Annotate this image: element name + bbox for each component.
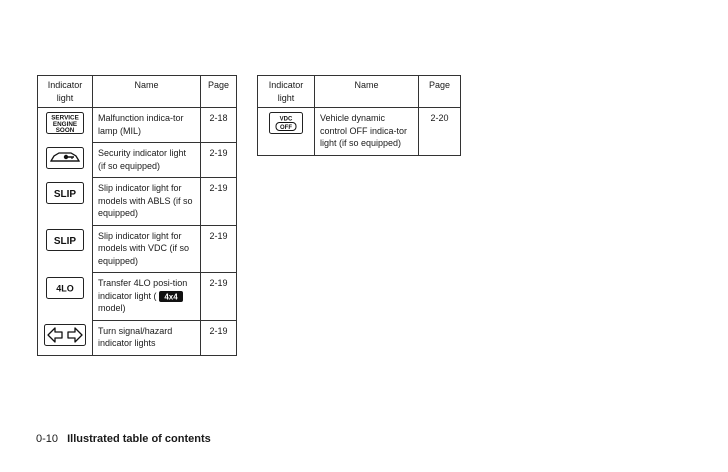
header-indicator-light: Indicator light <box>258 76 315 108</box>
page-number: 0-10 <box>36 433 59 445</box>
vdc-off-icon <box>269 112 303 134</box>
page-ref: 2-19 <box>201 225 237 273</box>
indicator-name: Turn signal/hazard indicator lights <box>93 320 201 355</box>
table-row <box>38 178 237 226</box>
page-ref: 2-19 <box>201 320 237 355</box>
icon-label: ENGINE <box>52 120 78 128</box>
turn-signal-arrows-icon <box>44 324 86 346</box>
header-page: Page <box>419 76 461 108</box>
icon-cell <box>258 108 315 156</box>
icon-label: VDC <box>279 116 293 123</box>
icon-cell <box>38 108 93 143</box>
name-text: model) <box>98 303 126 313</box>
slip-icon <box>46 182 84 204</box>
icon-cell <box>38 225 93 273</box>
table-row <box>38 320 237 355</box>
4x4-icon <box>159 291 183 302</box>
name-text: Transfer 4LO posi-tion indicator light ( <box>98 278 188 301</box>
page-ref: 2-20 <box>419 108 461 156</box>
icon-label: SERVICE <box>51 114 79 122</box>
table-header-row <box>38 76 237 108</box>
table-header-row <box>258 76 461 108</box>
header-name: Name <box>315 76 419 108</box>
table-row <box>258 108 461 156</box>
icon-label: OFF <box>280 125 292 131</box>
icon-label: SLIP <box>53 236 77 247</box>
indicator-table-left <box>37 75 237 356</box>
indicator-name: Malfunction indica-tor lamp (MIL) <box>93 108 201 143</box>
indicator-table-right <box>257 75 461 156</box>
page-footer <box>36 433 211 445</box>
icon-cell <box>38 143 93 178</box>
section-title: Illustrated table of contents <box>67 433 211 445</box>
page-ref: 2-19 <box>201 178 237 226</box>
header-page: Page <box>201 76 237 108</box>
indicator-name: Vehicle dynamic control OFF indica-tor light (if so equipped) <box>315 108 419 156</box>
header-indicator-light: Indicator light <box>38 76 93 108</box>
indicator-name: Slip indicator light for models with VDC (if so equipped) <box>93 225 201 273</box>
4lo-icon <box>46 277 84 299</box>
table-row <box>38 273 237 321</box>
page-ref: 2-19 <box>201 143 237 178</box>
header-name: Name <box>93 76 201 108</box>
indicator-name <box>93 273 201 321</box>
table-row <box>38 225 237 273</box>
service-engine-soon-icon <box>46 112 84 134</box>
indicator-name: Slip indicator light for models with ABLS (if so equipped) <box>93 178 201 226</box>
inline-icon-label: 4x4 <box>163 292 178 302</box>
icon-label: SOON <box>55 127 75 134</box>
slip-icon <box>46 229 84 251</box>
icon-cell <box>38 273 93 321</box>
icon-label: SLIP <box>53 188 77 200</box>
table-row <box>38 143 237 178</box>
icon-cell <box>38 178 93 226</box>
table-row <box>38 108 237 143</box>
security-car-key-icon <box>46 147 84 169</box>
page-ref: 2-18 <box>201 108 237 143</box>
indicator-name: Security indicator light (if so equipped) <box>93 143 201 178</box>
page-ref: 2-19 <box>201 273 237 321</box>
icon-label: 4LO <box>56 283 74 293</box>
icon-cell <box>38 320 93 355</box>
